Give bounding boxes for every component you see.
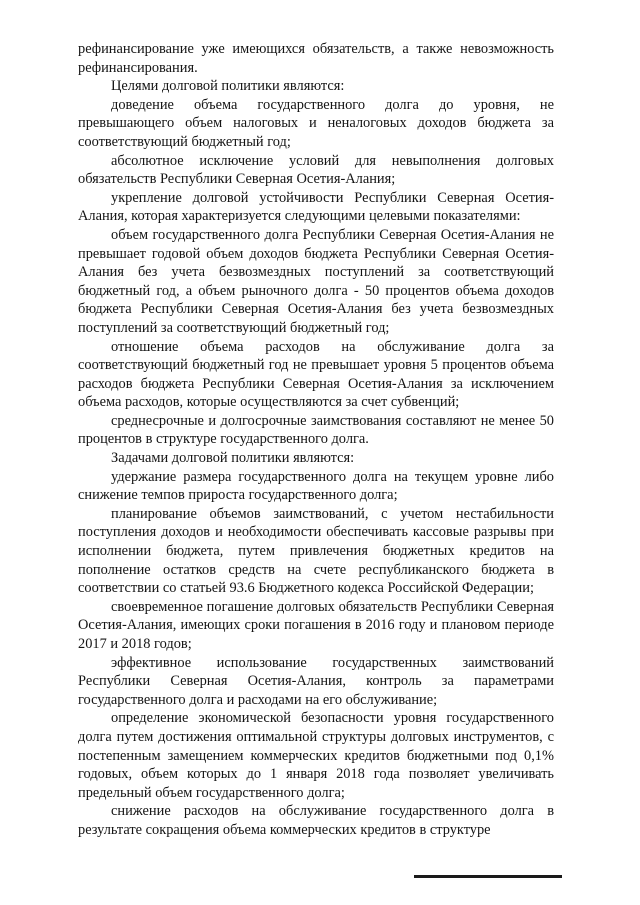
- paragraph: среднесрочные и долгосрочные заимствования составляют не менее 50 процентов в структуре государственного долга.: [78, 412, 554, 448]
- paragraph: укрепление долговой устойчивости Республики Северная Осетия-Алания, которая характеризуется следующими целевыми показателями:: [78, 189, 554, 225]
- paragraph: планирование объемов заимствований, с учетом нестабильности поступления доходов и необходимости обеспечивать кассовые разрывы при исполнении бюджета, путем привлечения бюджетных кредитов на пополнение остатков средств на счете республиканского бюджета в соответствии со статьей 93.6 Бюджетного кодекса Российской Федерации;: [78, 505, 554, 597]
- paragraph: Задачами долговой политики являются:: [111, 450, 355, 467]
- paragraph: своевременное погашение долговых обязательств Республики Северная Осетия-Алания, имеющих сроки погашения в 2016 году и плановом периоде 2017 и 2018 годов;: [78, 598, 554, 652]
- paragraph: эффективное использование государственных заимствований Республики Северная Осетия-Алания, контроль за параметрами государственного долга и расходами на его обслуживание;: [78, 654, 554, 708]
- paragraph: рефинансирование уже имеющихся обязательств, а также невозможность рефинансирования.: [78, 41, 554, 76]
- paragraph: абсолютное исключение условий для невыполнения долговых обязательств Республики Северная Осетия-Алания;: [78, 152, 554, 188]
- paragraph: объем государственного долга Республики Северная Осетия-Алания не превышает годовой объем доходов бюджета Республики Северная Осетия-Алания без учета безвозмездных поступлений за соответствующий бюджетный год, а объем рыночного долга - 50 процентов объема доходов бюджета Республики Северная Осетия-Алания без учета безвозмездных поступлений за соответствующий бюджетный год;: [78, 226, 554, 336]
- document-page: [78, 40, 554, 840]
- paragraph: снижение расходов на обслуживание государственного долга в результате сокращения объема коммерческих кредитов в структуре: [78, 803, 554, 838]
- paragraph: отношение объема расходов на обслуживание долга за соответствующий бюджетный год не превышает уровня 5 процентов объема расходов бюджета Республики Северная Осетия-Алания за исключением объема расходов, которые осуществляются за счет субвенций;: [78, 338, 554, 411]
- paragraph: Целями долговой политики являются:: [111, 78, 345, 95]
- footer-rule: [414, 875, 562, 878]
- paragraph: определение экономической безопасности уровня государственного долга путем достижения оптимальной структуры долговых инструментов, с постепенным замещением коммерческих кредитов бюджетными под 0,1% годовых, объем которых до 1 января 2018 года позволяет увеличивать предельный объем государственного долга;: [78, 710, 554, 801]
- paragraph: удержание размера государственного долга на текущем уровне либо снижение темпов прироста государственного долга;: [78, 468, 554, 504]
- paragraph: доведение объема государственного долга до уровня, не превышающего объем налоговых и неналоговых доходов бюджета за соответствующий бюджетный год;: [78, 96, 554, 150]
